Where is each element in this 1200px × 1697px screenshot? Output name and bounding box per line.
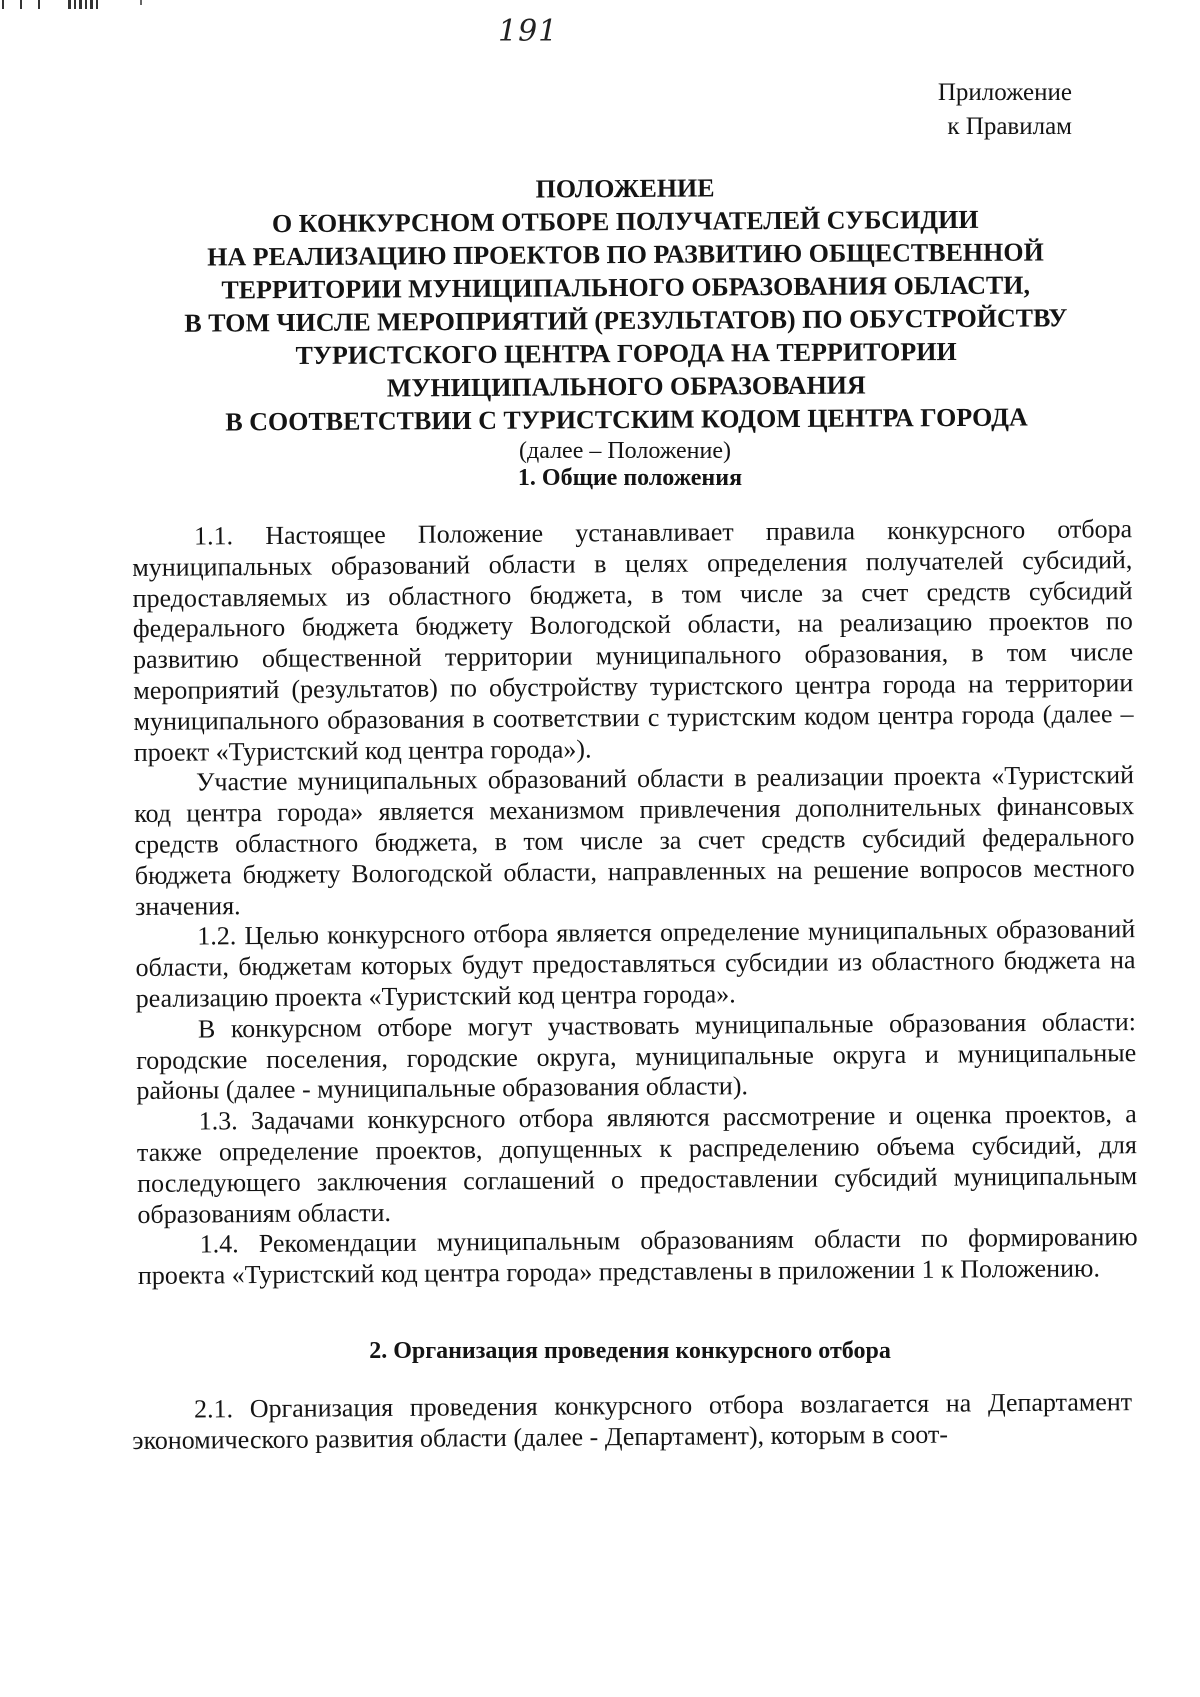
paragraph: В конкурсном отборе могут участвовать муниципальные образования области: городские поселения, городские округа, муниципальные округа и муниципальные районы (далее - муниципальные образования области). <box>136 1006 1137 1106</box>
section-2-heading: 2. Организация проведения конкурсного отбора <box>369 1338 891 1364</box>
title-line: О КОНКУРСНОМ ОТБОРЕ ПОЛУЧАТЕЛЕЙ СУБСИДИИ <box>271 204 979 239</box>
section-1-heading: 1. Общие положения <box>517 465 743 491</box>
title-line: ТУРИСТСКОГО ЦЕНТРА ГОРОДА НА ТЕРРИТОРИИ <box>295 336 957 371</box>
title-line: ПОЛОЖЕНИЕ <box>535 173 715 204</box>
paragraph: 2.1. Организация проведения конкурсного отбора возлагается на Департамент экономического развития области (далее - Департамент), которым в соот- <box>132 1387 1133 1455</box>
paragraph: 1.4. Рекомендации муниципальным образованиям области по формированию проекта «Туристский код центра города» представлены в приложении 1 к Положению. <box>137 1222 1138 1291</box>
title-line: В ТОМ ЧИСЛЕ МЕРОПРИЯТИЙ (РЕЗУЛЬТАТОВ) ПО ОБУСТРОЙСТВУ <box>184 303 1068 338</box>
appendix-line-1: Приложение <box>937 79 1072 106</box>
paragraph: Участие муниципальных образований области в реализации проекта «Туристский код центра города» является механизмом привлечения дополнительных финансовых средств областного бюджета, в том числе за счет средств субсидий федерального бюджета бюджету Вологодской области, направленных на решение вопросов местного значения. <box>134 760 1135 921</box>
handwritten-page-number: 191 <box>498 14 559 49</box>
paragraph: 1.1. Настоящее Положение устанавливает правила конкурсного отбора муниципальных образований области в целях определения получателей субсидий, предоставляемых из областного бюджета, в том числе за счет средств субсидий федерального бюджета бюджету Вологодской области, на реализацию проектов по развитию общественной территории муниципального образования, в том числе мероприятий (результатов) по обустройству туристского центра города на территории муниципального образования в соответствии с туристским кодом центра города (далее – проект «Туристский код центра города»). <box>132 514 1134 767</box>
paragraph: 1.2. Целью конкурсного отбора является определение муниципальных образований области, бюджетам которых будут предоставляться субсидии из областного бюджета на реализацию проекта «Туристский код центра города». <box>135 914 1136 1013</box>
section-2-body <box>132 1387 1132 1456</box>
appendix-line-2: к Правилам <box>947 113 1072 140</box>
paragraph: 1.3. Задачами конкурсного отбора являются рассмотрение и оценка проектов, а также определение проектов, допущенных к распределению объема субсидий, для последующего заключения соглашений о предоставлении субсидий муниципальным образованиям области. <box>136 1099 1138 1229</box>
title-line: В СООТВЕТСТВИИ С ТУРИСТСКИМ КОДОМ ЦЕНТРА ГОРОДА <box>225 402 1028 437</box>
title-line: МУНИЦИПАЛЬНОГО ОБРАЗОВАНИЯ <box>386 370 866 403</box>
appendix-reference <box>938 76 1072 144</box>
document-title <box>100 169 1152 439</box>
title-line: НА РЕАЛИЗАЦИЮ ПРОЕКТОВ ПО РАЗВИТИЮ ОБЩЕСТВЕННОЙ <box>207 237 1044 272</box>
title-subtitle: (далее – Положение) <box>519 438 731 464</box>
title-line: ТЕРРИТОРИИ МУНИЦИПАЛЬНОГО ОБРАЗОВАНИЯ ОБЛАСТИ, <box>221 270 1031 305</box>
scan-artifact-marks <box>0 0 160 14</box>
section-1-body <box>132 514 1138 1292</box>
